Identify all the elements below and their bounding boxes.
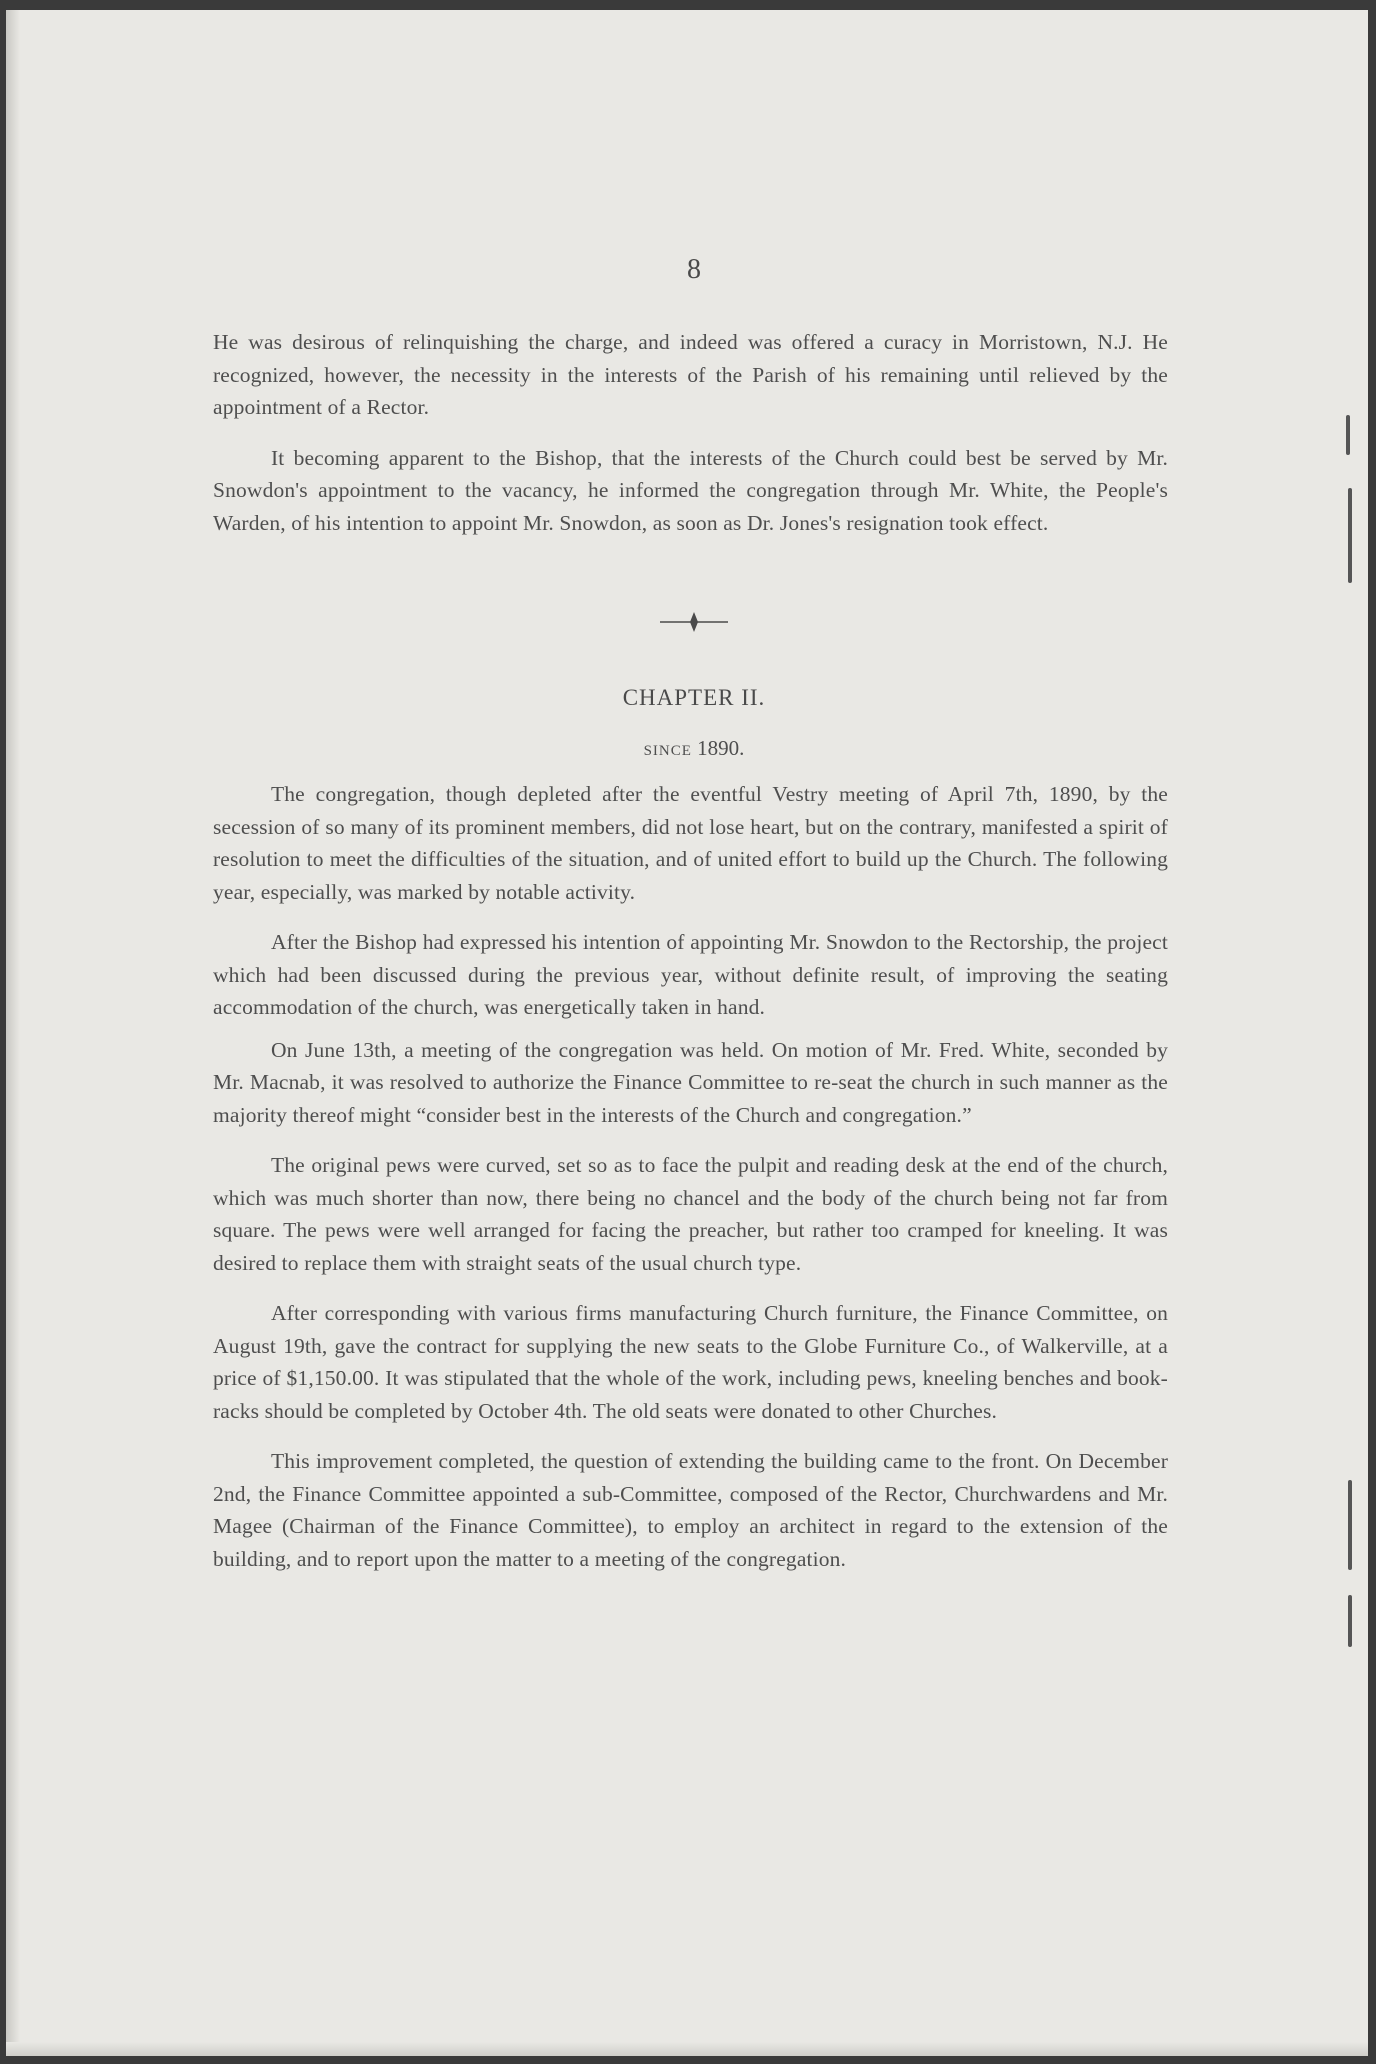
scan-edge-mark — [1348, 1595, 1352, 1647]
paragraph: The congregation, though depleted after the eventful Vestry meeting of April 7th, 1890, by the secession of so many of its prominent members, did not lose heart, but on the contrary, manifested a spirit of resolution to meet the difficulties of the situation, and of united effort to build up the Church. The following year, especially, was marked by notable activity. — [213, 782, 1168, 904]
paragraph: After corresponding with various firms manufacturing Church furniture, the Finance Committee, on August 19th, gave the contract for supplying the new seats to the Globe Furniture Co., of Walkerville, at a price of $1,150.00. It was stipulated that the whole of the work, including pews, kneeling benches and book-racks should be completed by October 4th. The old seats were donated to other Churches. — [213, 1301, 1168, 1423]
paragraph: After the Bishop had expressed his intention of appointing Mr. Snowdon to the Rectorship, the project which had been discussed during the previous year, without definite result, of improving the seating accommodation of the church, was energetically taken in hand. — [213, 930, 1168, 1019]
chapter-subtitle-year: 1890. — [697, 736, 745, 760]
paragraph: He was desirous of relinquishing the charge, and indeed was offered a curacy in Morristown, N.J. He recognized, however, the necessity in the interests of the Parish of his remaining until relieved by the appointment of a Rector. — [213, 330, 1168, 419]
paragraph: This improvement completed, the question of extending the building came to the front. On December 2nd, the Finance Committee appointed a sub-Committee, composed of the Rector, Churchwardens and Mr. Magee (Chairman of the Finance Committee), to employ an architect in regard to the extension of the building, and to report upon the matter to a meeting of the congregation. — [213, 1449, 1168, 1571]
page-number: 8 — [687, 254, 701, 285]
paragraph: It becoming apparent to the Bishop, that the interests of the Church could best be served by Mr. Snowdon's appointment to the vacancy, he informed the congregation through Mr. White, the People's Warden, of his intention to appoint Mr. Snowdon, as soon as Dr. Jones's resignation took effect. — [213, 445, 1168, 535]
scan-edge-mark — [1348, 1480, 1352, 1570]
chapter-subtitle-word: since — [643, 736, 692, 760]
paragraph: The original pews were curved, set so as to face the pulpit and reading desk at the end of the church, which was much shorter than now, there being no chancel and the body of the church being not far from square. The pews were well arranged for facing the preacher, but rather too cramped for kneeling. It was desired to replace them with straight seats of the usual church type. — [213, 1153, 1168, 1275]
top-text-block — [213, 326, 1168, 539]
chapter-text-block — [213, 778, 1168, 1575]
scan-edge-mark — [1346, 415, 1350, 455]
paragraph: On June 13th, a meeting of the congregation was held. On motion of Mr. Fred. White, seconded by Mr. Macnab, it was resolved to authorize the Finance Committee to re-seat the church in such manner as the majority thereof might “consider best in the interests of the Church and congregation.” — [213, 1037, 1168, 1127]
chapter-subtitle — [6, 736, 1368, 761]
document-page — [6, 10, 1368, 2056]
chapter-title: CHAPTER II. — [622, 685, 766, 710]
scan-edge-mark — [1348, 488, 1352, 583]
ornament-divider-icon — [658, 610, 730, 634]
